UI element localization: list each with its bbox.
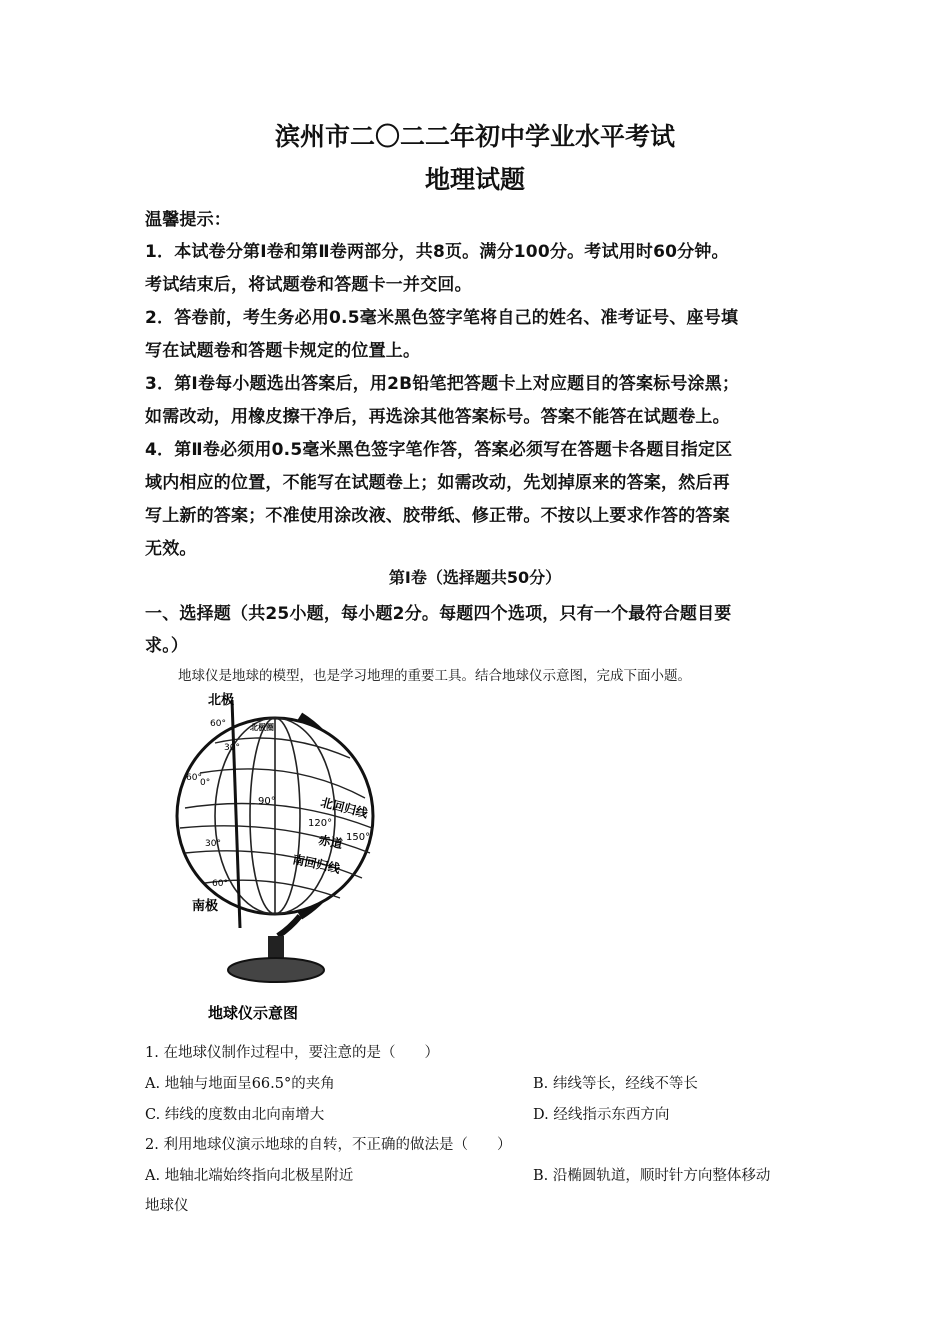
label-arctic-circle: 北极圈 [250, 723, 274, 732]
notice-line: 写上新的答案；不准使用涂改液、胶带纸、修正带。不按以上要求作答的答案 [145, 506, 730, 526]
question-1-option-b[interactable]: B. 纬线等长，经线不等长 [533, 1076, 698, 1092]
question-1-stem: 1. 在地球仪制作过程中，要注意的是（ ） [145, 1045, 439, 1061]
question-1-option-a[interactable]: A. 地轴与地面呈66.5°的夹角 [145, 1076, 335, 1092]
notice-line: 2．答卷前，考生务必用0.5毫米黑色签字笔将自己的姓名、准考证号、座号填 [145, 308, 739, 328]
label-lat-30n: 30° [224, 743, 240, 753]
notice-line: 写在试题卷和答题卡规定的位置上。 [145, 341, 421, 361]
notice-line: 无效。 [145, 539, 197, 559]
notice-line: 考试结束后，将试题卷和答题卡一并交回。 [145, 275, 472, 295]
label-tropic-cancer: 北回归线 [319, 795, 370, 821]
label-lon-60: 60° [186, 773, 202, 783]
question-intro: 地球仪是地球的模型，也是学习地理的重要工具。结合地球仪示意图，完成下面小题。 [178, 668, 691, 684]
label-north-pole: 北极 [208, 693, 235, 708]
label-lat-30s: 30° [205, 839, 221, 849]
question-1-option-c[interactable]: C. 纬线的度数由北向南增大 [145, 1107, 325, 1123]
label-south-pole: 南极 [192, 899, 219, 914]
label-lon-150: 150° [346, 832, 371, 843]
label-tropic-capricorn: 南回归线 [291, 852, 342, 876]
label-lon-90: 90° [258, 796, 276, 807]
label-equator: 赤道 [317, 833, 344, 852]
section-title: 第Ⅰ卷（选择题共50分） [388, 568, 562, 587]
question-2-option-b-continuation: 地球仪 [145, 1198, 189, 1214]
question-1-option-d[interactable]: D. 经线指示东西方向 [533, 1107, 670, 1123]
globe-base [228, 958, 324, 982]
notice-line: 3．第Ⅰ卷每小题选出答案后，用2B铅笔把答题卡上对应题目的答案标号涂黑； [145, 374, 740, 394]
part-heading: 求。） [145, 636, 189, 656]
notice-heading: 温馨提示： [145, 210, 231, 230]
question-2-stem: 2. 利用地球仪演示地球的自转，不正确的做法是（ ） [145, 1137, 512, 1153]
notice-line: 1．本试卷分第Ⅰ卷和第Ⅱ卷两部分，共8页。满分100分。考试用时60分钟。 [145, 242, 729, 262]
figure-caption: 地球仪示意图 [208, 1004, 299, 1022]
label-lon-120: 120° [308, 818, 333, 829]
notice-line: 4．第Ⅱ卷必须用0.5毫米黑色签字笔作答，答案必须写在答题卡各题目指定区 [145, 440, 733, 460]
label-lat-60s: 60° [212, 879, 228, 889]
exam-subtitle: 地理试题 [424, 165, 525, 194]
globe-figure [150, 688, 440, 1028]
part-heading: 一、选择题（共25小题，每小题2分。每题四个选项，只有一个最符合题目要 [145, 604, 732, 624]
question-2-option-a[interactable]: A. 地轴北端始终指向北极星附近 [145, 1168, 354, 1184]
notice-line: 域内相应的位置，不能写在试题卷上；如需改动，先划掉原来的答案，然后再 [145, 473, 730, 493]
notice-line: 如需改动，用橡皮擦干净后，再选涂其他答案标号。答案不能答在试题卷上。 [145, 407, 730, 427]
question-2-option-b[interactable]: B. 沿椭圆轨道，顺时针方向整体移动 [533, 1168, 771, 1184]
label-lat-0: 0° [200, 778, 211, 788]
exam-title: 滨州市二〇二二年初中学业水平考试 [274, 122, 675, 151]
label-lat-60n: 60° [210, 719, 226, 729]
